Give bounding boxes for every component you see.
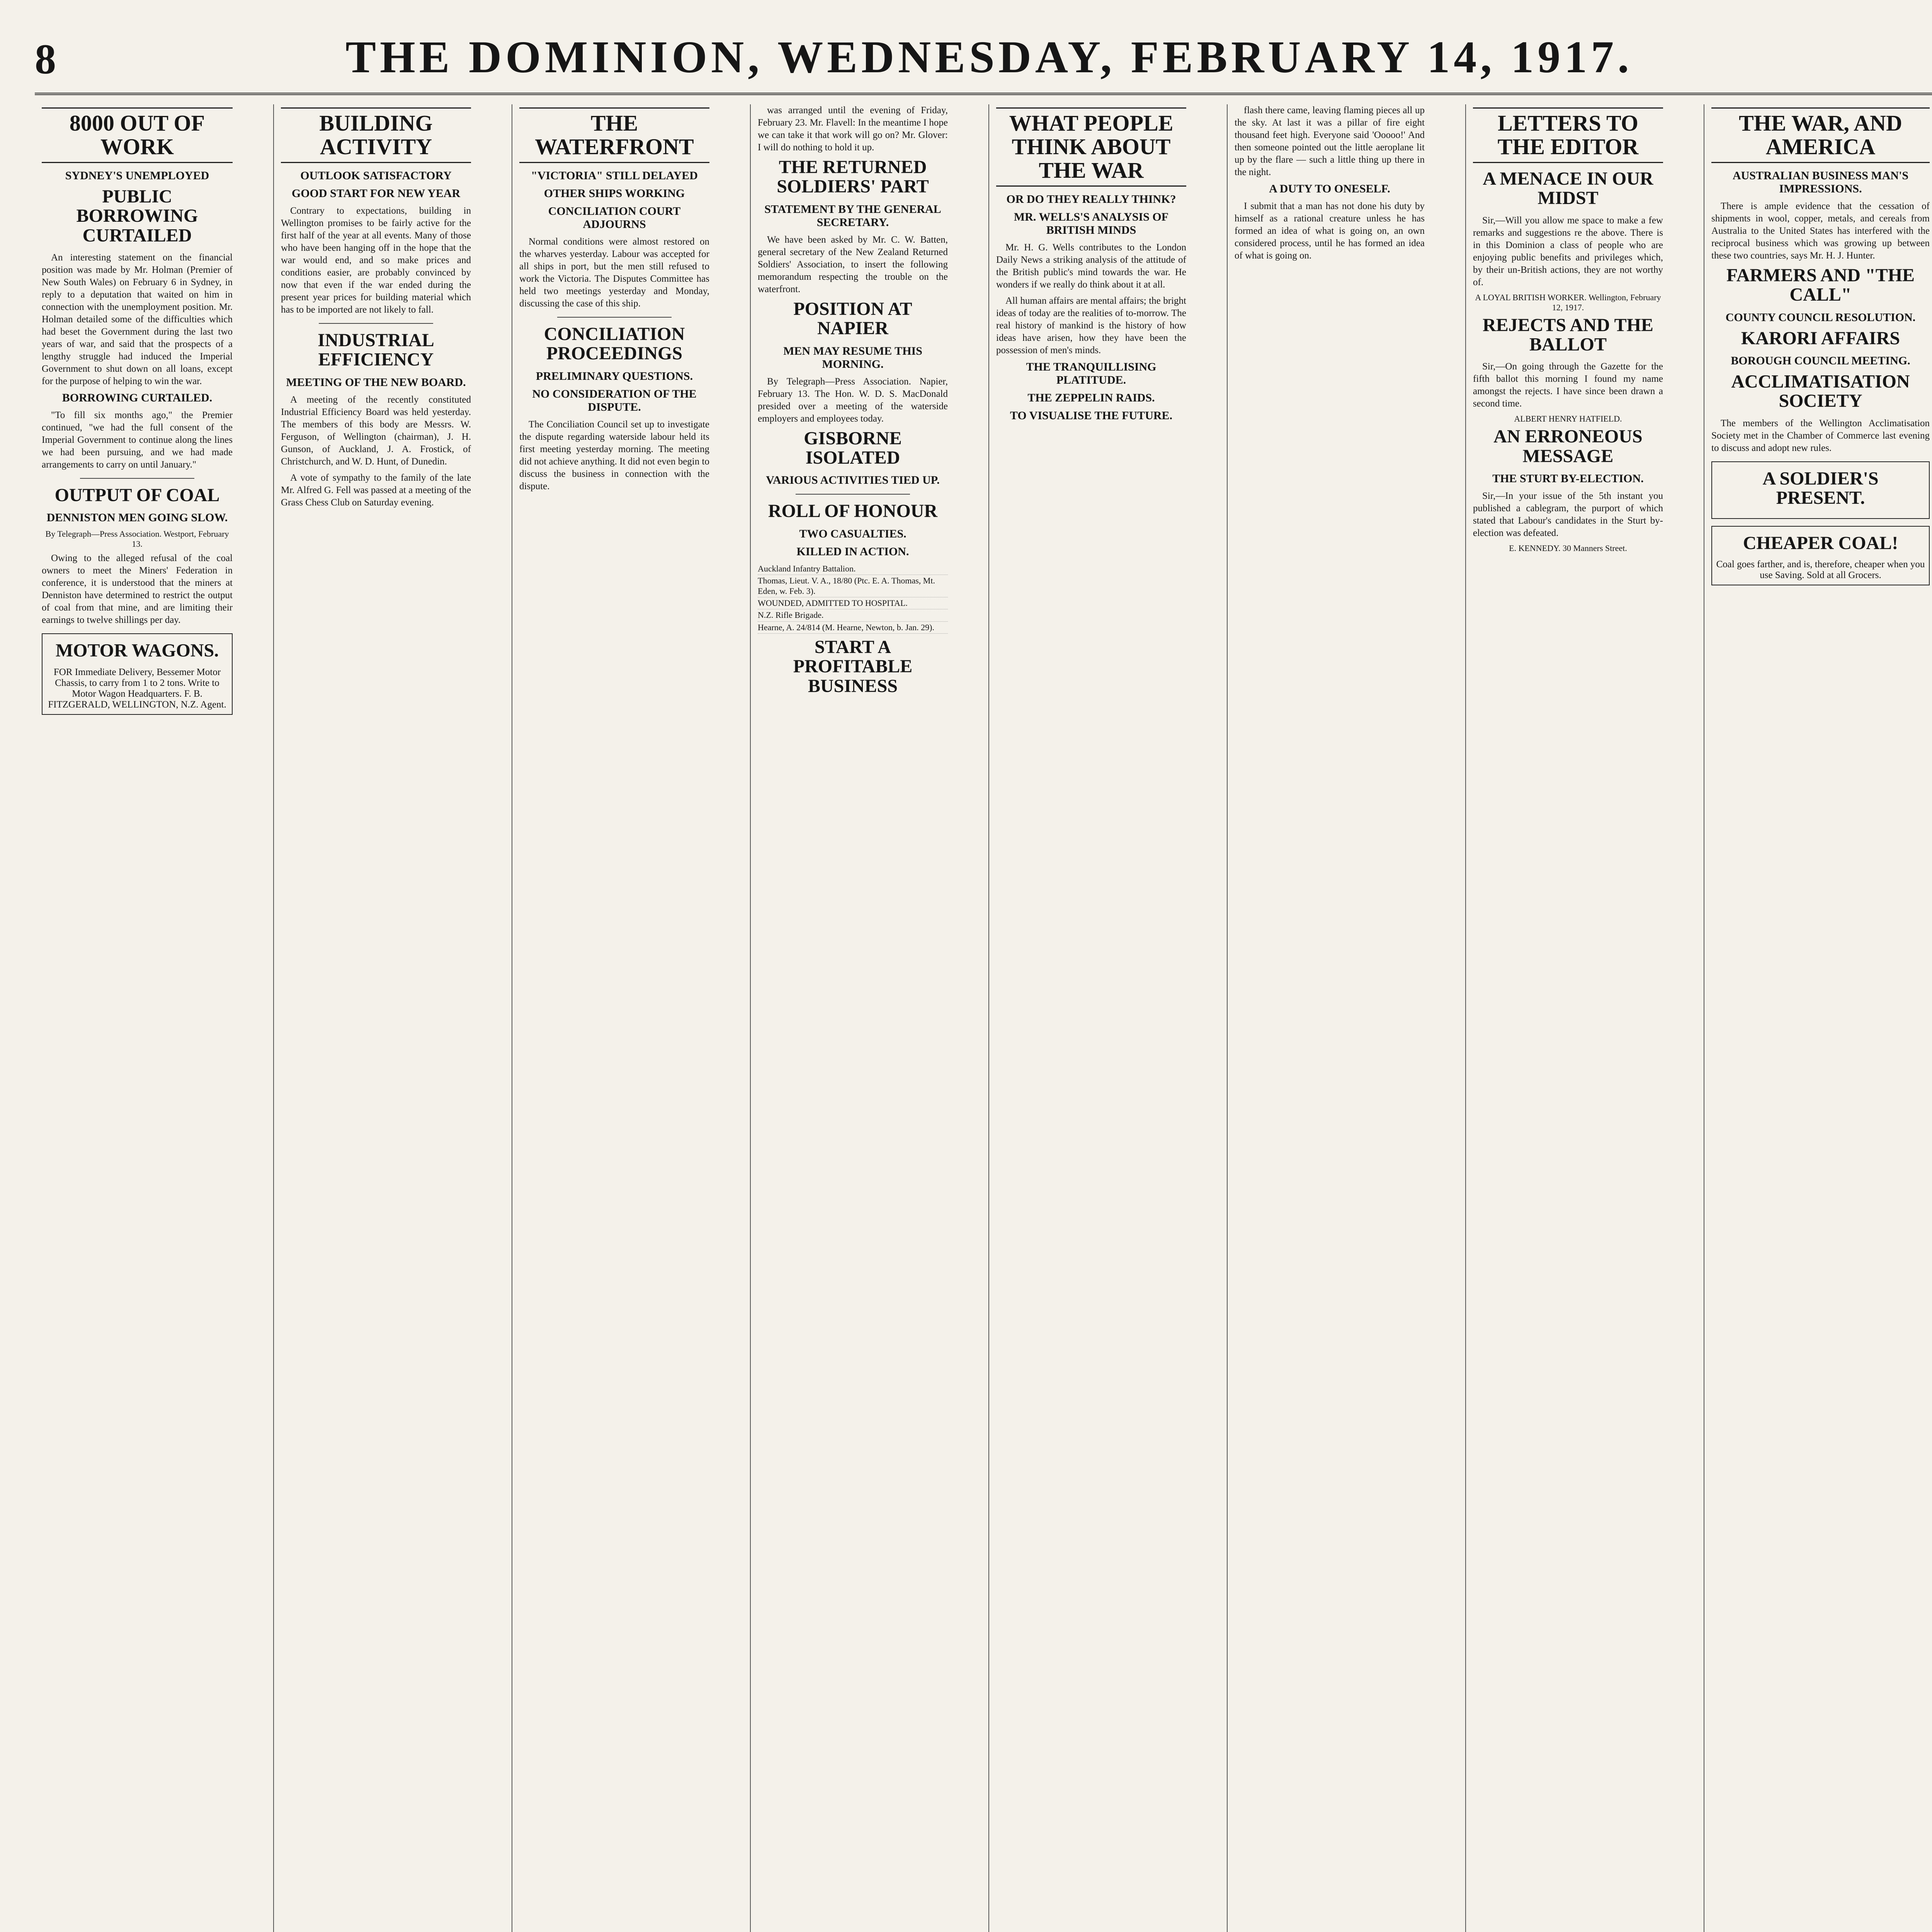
signature: ALBERT HENRY HATFIELD. [1514,414,1622,424]
subhead-wells-analysis: MR. WELLS'S ANALYSIS OF BRITISH MINDS [1014,210,1169,236]
headline-waterfront: THE WATERFRONT [519,107,709,163]
section-borrowing-curtailed: BORROWING CURTAILED. [62,391,213,404]
article-paragraph: Sir,—In your issue of the 5th instant you published a cablegram, the purport of which stated that Labour's candidates in the Sturt by-election was defeated. [1473,491,1663,539]
section-karori: KARORI AFFAIRS [1741,328,1900,349]
subhead-outlook: OUTLOOK SATISFACTORY [300,169,452,182]
article-paragraph: A meeting of the recently constituted Industrial Efficiency Board was held yesterday. The members of this body are Messrs. W. Ferguson, of Wellington (chairman), J. H. Gunson, of Auckland, J. A. Frostick, of Christchurch, and W. D. Hunt, of Dunedin. [281,394,471,467]
column-2 [273,104,478,1932]
subhead-sturt: THE STURT BY-ELECTION. [1492,472,1644,485]
byline: By Telegraph—Press Association. Westport, February 13. [45,529,229,549]
ad-title: A SOLDIER'S PRESENT. [1762,468,1879,509]
section-zeppelin-raids: THE ZEPPELIN RAIDS. [1027,391,1155,404]
advertisement-cheaper-coal [1711,526,1930,585]
section-visualise-future: TO VISUALISE THE FUTURE. [1010,409,1173,422]
article-paragraph: A vote of sympathy to the family of the late Mr. Alfred G. Fell was passed at a meeting of the Grass Chess Club on Saturday evening. [281,472,471,508]
article-paragraph: The Conciliation Council set up to investigate the dispute regarding waterside labour held its first meeting yesterday morning. The meeting did not achieve anything. It did not even begin to discuss the business in connection with the dispute. [519,419,709,492]
section-public-borrowing: PUBLIC BORROWING CURTAILED [76,186,198,246]
headline-war-america: THE WAR, AND AMERICA [1711,107,1930,163]
column-8 [1704,104,1932,1932]
subhead-sydney-unemployed: SYDNEY'S UNEMPLOYED [65,169,209,182]
section-output-of-coal: OUTPUT OF COAL [54,485,220,505]
headline-what-people-think: WHAT PEOPLE THINK ABOUT THE WAR [996,107,1186,187]
article-paragraph: Owing to the alleged refusal of the coal owners to meet the Miners' Federation in conference, it is understood that the miners at Denniston have determined to restrict the output of coal from that mine, and are limiting their earnings to twelve shillings per day. [42,553,233,626]
paper-title: THE DOMINION, WEDNESDAY, FEBRUARY 14, 1917. [345,32,1633,82]
divider [796,494,910,495]
article-paragraph: Mr. H. G. Wells contributes to the London Daily News a striking analysis of the attitude of the British public's mind towards the war. He wonders if we really do think about it at all. [996,242,1186,290]
section-duty-to-oneself: A DUTY TO ONESELF. [1269,182,1390,195]
page-number: 8 [35,36,56,83]
article-paragraph: An interesting statement on the financial position was made by Mr. Holman (Premier of New South Wales) on February 6 in Sydney, in reply to a deputation that waited on him in connection with the unemployment position. Mr. Holman detailed some of the difficulties which had beset the Government during the last two years of war, and said that the prospects of a lengthy struggle had induced the Imperial Government to shut down on all loans, except for the purpose of helping to win the war. [42,252,233,386]
subhead-new-board: MEETING OF THE NEW BOARD. [286,376,466,389]
subhead-impressions: AUSTRALIAN BUSINESS MAN'S IMPRESSIONS. [1732,169,1909,195]
section-farmers-call: FARMERS AND "THE CALL" [1726,265,1915,305]
article-paragraph: "To fill six months ago," the Premier continued, "we had the full consent of the Imperial Government to continue along the lines we had been pursuing, and we had made arrangements to carry on until January." [42,410,233,470]
subhead-denniston: DENNISTON MEN GOING SLOW. [46,511,228,524]
article-paragraph: was arranged until the evening of Friday, February 23. Mr. Flavell: In the meantime I hope we can take it that work will go on? Mr. Glover: I will do nothing to hold it up. [758,105,948,153]
subhead-do-they-think: OR DO THEY REALLY THINK? [1006,192,1176,206]
casualty-list [758,563,948,634]
column-6 [1227,104,1432,1932]
article-paragraph: All human affairs are mental affairs; the bright ideas of today are the realities of to-morrow. The real history of mankind is the history of how ideas have arisen, how they have been the possession of men's minds. [996,295,1186,355]
article-paragraph: I submit that a man has not done his duty by himself as a rational creature unless he has formed an idea of what is going on, an own considered process, until he has formed an idea of what is going on. [1235,201,1425,261]
article-paragraph: By Telegraph—Press Association. Napier, February 13. The Hon. W. D. S. MacDonald presided over a meeting of the waterside employers and employees today. [758,376,948,424]
article-paragraph: flash there came, leaving flaming pieces all up the sky. At last it was a pillar of fire eight thousand feet high. Everyone said 'Ooooo!' And then someone pointed out the little aeroplane lit up by the flare — such a little thing up there in the night. [1235,105,1425,177]
list-item: Auckland Infantry Battalion. [758,563,948,575]
subhead-victoria: "VICTORIA" STILL DELAYED [531,169,698,182]
subhead-statement: STATEMENT BY THE GENERAL SECRETARY. [764,202,941,229]
signature: A LOYAL BRITISH WORKER. Wellington, February 12, 1917. [1475,292,1661,312]
section-gisborne: GISBORNE ISOLATED [804,428,902,468]
advertisement-motor-wagons [42,633,233,714]
divider [319,323,433,324]
signature: E. KENNEDY. 30 Manners Street. [1509,543,1627,553]
divider [80,478,194,479]
ad-title: CHEAPER COAL! [1743,532,1898,553]
section-menace: A MENACE IN OUR MIDST [1483,168,1653,209]
column-5 [988,104,1193,1932]
ad-title: MOTOR WAGONS. [55,640,219,661]
article-paragraph: Contrary to expectations, building in Wellington promises to be fairly active for the first half of the year at all events. Many of those who have been hanging off in the hope that the war would end, and so make prices and conditions easier, are probably convinced by now that even if the war ended during the present year prices for building material which has to be imported are not likely to fall. [281,205,471,315]
section-industrial-efficiency: INDUSTRIAL EFFICIENCY [318,330,434,370]
advertisement-soldier-present [1711,461,1930,519]
masthead [35,27,1932,95]
headline-out-of-work: 8000 OUT OF WORK [42,107,233,163]
list-title: KILLED IN ACTION. [796,545,909,558]
section-erroneous-message: AN ERRONEOUS MESSAGE [1493,426,1643,466]
headline-letters: LETTERS TO THE EDITOR [1473,107,1663,163]
column-4 [750,104,955,1932]
section-profitable-business: START A PROFITABLE BUSINESS [793,637,913,696]
subhead-conciliation-adjourns: CONCILIATION COURT ADJOURNS [548,204,681,231]
article-paragraph: Sir,—Will you allow me space to make a few remarks and suggestions re the above. There is in this Dominion a class of people who are enjoying public benefits and privileges which, by their un-British actions, they are not worthy of. [1473,215,1663,287]
section-position-napier: POSITION AT NAPIER [793,298,912,339]
column-1 [35,104,240,1932]
article-paragraph: The members of the Wellington Acclimatisation Society met in the Chamber of Commerce last evening to discuss and adopt new rules. [1711,418,1930,453]
subhead-good-start: GOOD START FOR NEW YEAR [291,187,461,200]
list-item: Thomas, Lieut. V. A., 18/80 (Ptc. E. A. Thomas, Mt. Eden, w. Feb. 3). [758,575,948,597]
section-acclimatisation: ACCLIMATISATION SOCIETY [1731,371,1910,412]
headline-building-activity: BUILDING ACTIVITY [281,107,471,163]
section-returned-soldiers: THE RETURNED SOLDIERS' PART [777,157,929,197]
subhead-county-council: COUNTY COUNCIL RESOLUTION. [1725,311,1916,324]
subhead-casualties: TWO CASUALTIES. [799,527,906,540]
article-paragraph: We have been asked by Mr. C. W. Batten, general secretary of the New Zealand Returned Soldiers' Association, to insert the following memorandum respecting the trouble on the waterfront. [758,234,948,294]
article-paragraph: There is ample evidence that the cessation of shipments in wool, copper, metals, and cereals from Australia to the United States has interfered with the reciprocal business which was growing up between these two countries, says Mr. H. J. Hunter. [1711,201,1930,261]
article-paragraph: Normal conditions were almost restored on the wharves yesterday. Labour was accepted for all ships in port, but the men still refused to work the Victoria. The Disputes Committee has held two meetings yesterday and Monday, discussing the case of this ship. [519,236,709,309]
ad-text: Coal goes farther, and is, therefore, cheaper when you use Saving. Sold at all Grocers. [1716,559,1925,580]
subhead-no-consideration: NO CONSIDERATION OF THE DISPUTE. [532,387,697,413]
section-roll-of-honour: ROLL OF HONOUR [768,501,938,522]
list-item: Hearne, A. 24/814 (M. Hearne, Newton, b. Jan. 29). [758,622,948,634]
ad-text: FOR Immediate Delivery, Bessemer Motor Chassis, to carry from 1 to 2 tons. Write to Motor Wagon Headquarters. F. B. FITZGERALD, WELLINGTON, N.Z. Agent. [48,667,226,710]
column-7 [1465,104,1670,1932]
subhead-activities: VARIOUS ACTIVITIES TIED UP. [766,474,940,487]
list-item: WOUNDED, ADMITTED TO HOSPITAL. [758,597,948,609]
section-rejects-ballot: REJECTS AND THE BALLOT [1483,315,1653,355]
column-3 [512,104,716,1932]
list-item: N.Z. Rifle Brigade. [758,609,948,621]
article-paragraph: Sir,—On going through the Gazette for the fifth ballot this morning I found my name amongst the rejects. I have since been drawn a second time. [1473,361,1663,409]
divider [557,317,671,318]
subhead-men-resume: MEN MAY RESUME THIS MORNING. [783,344,922,371]
section-tranquillising-platitude: THE TRANQUILLISING PLATITUDE. [1026,360,1156,386]
subhead-preliminary: PRELIMINARY QUESTIONS. [536,369,693,383]
subhead-other-ships: OTHER SHIPS WORKING [544,187,685,200]
subhead-borough-council: BOROUGH COUNCIL MEETING. [1731,354,1910,367]
section-conciliation-proceedings: CONCILIATION PROCEEDINGS [544,323,685,364]
